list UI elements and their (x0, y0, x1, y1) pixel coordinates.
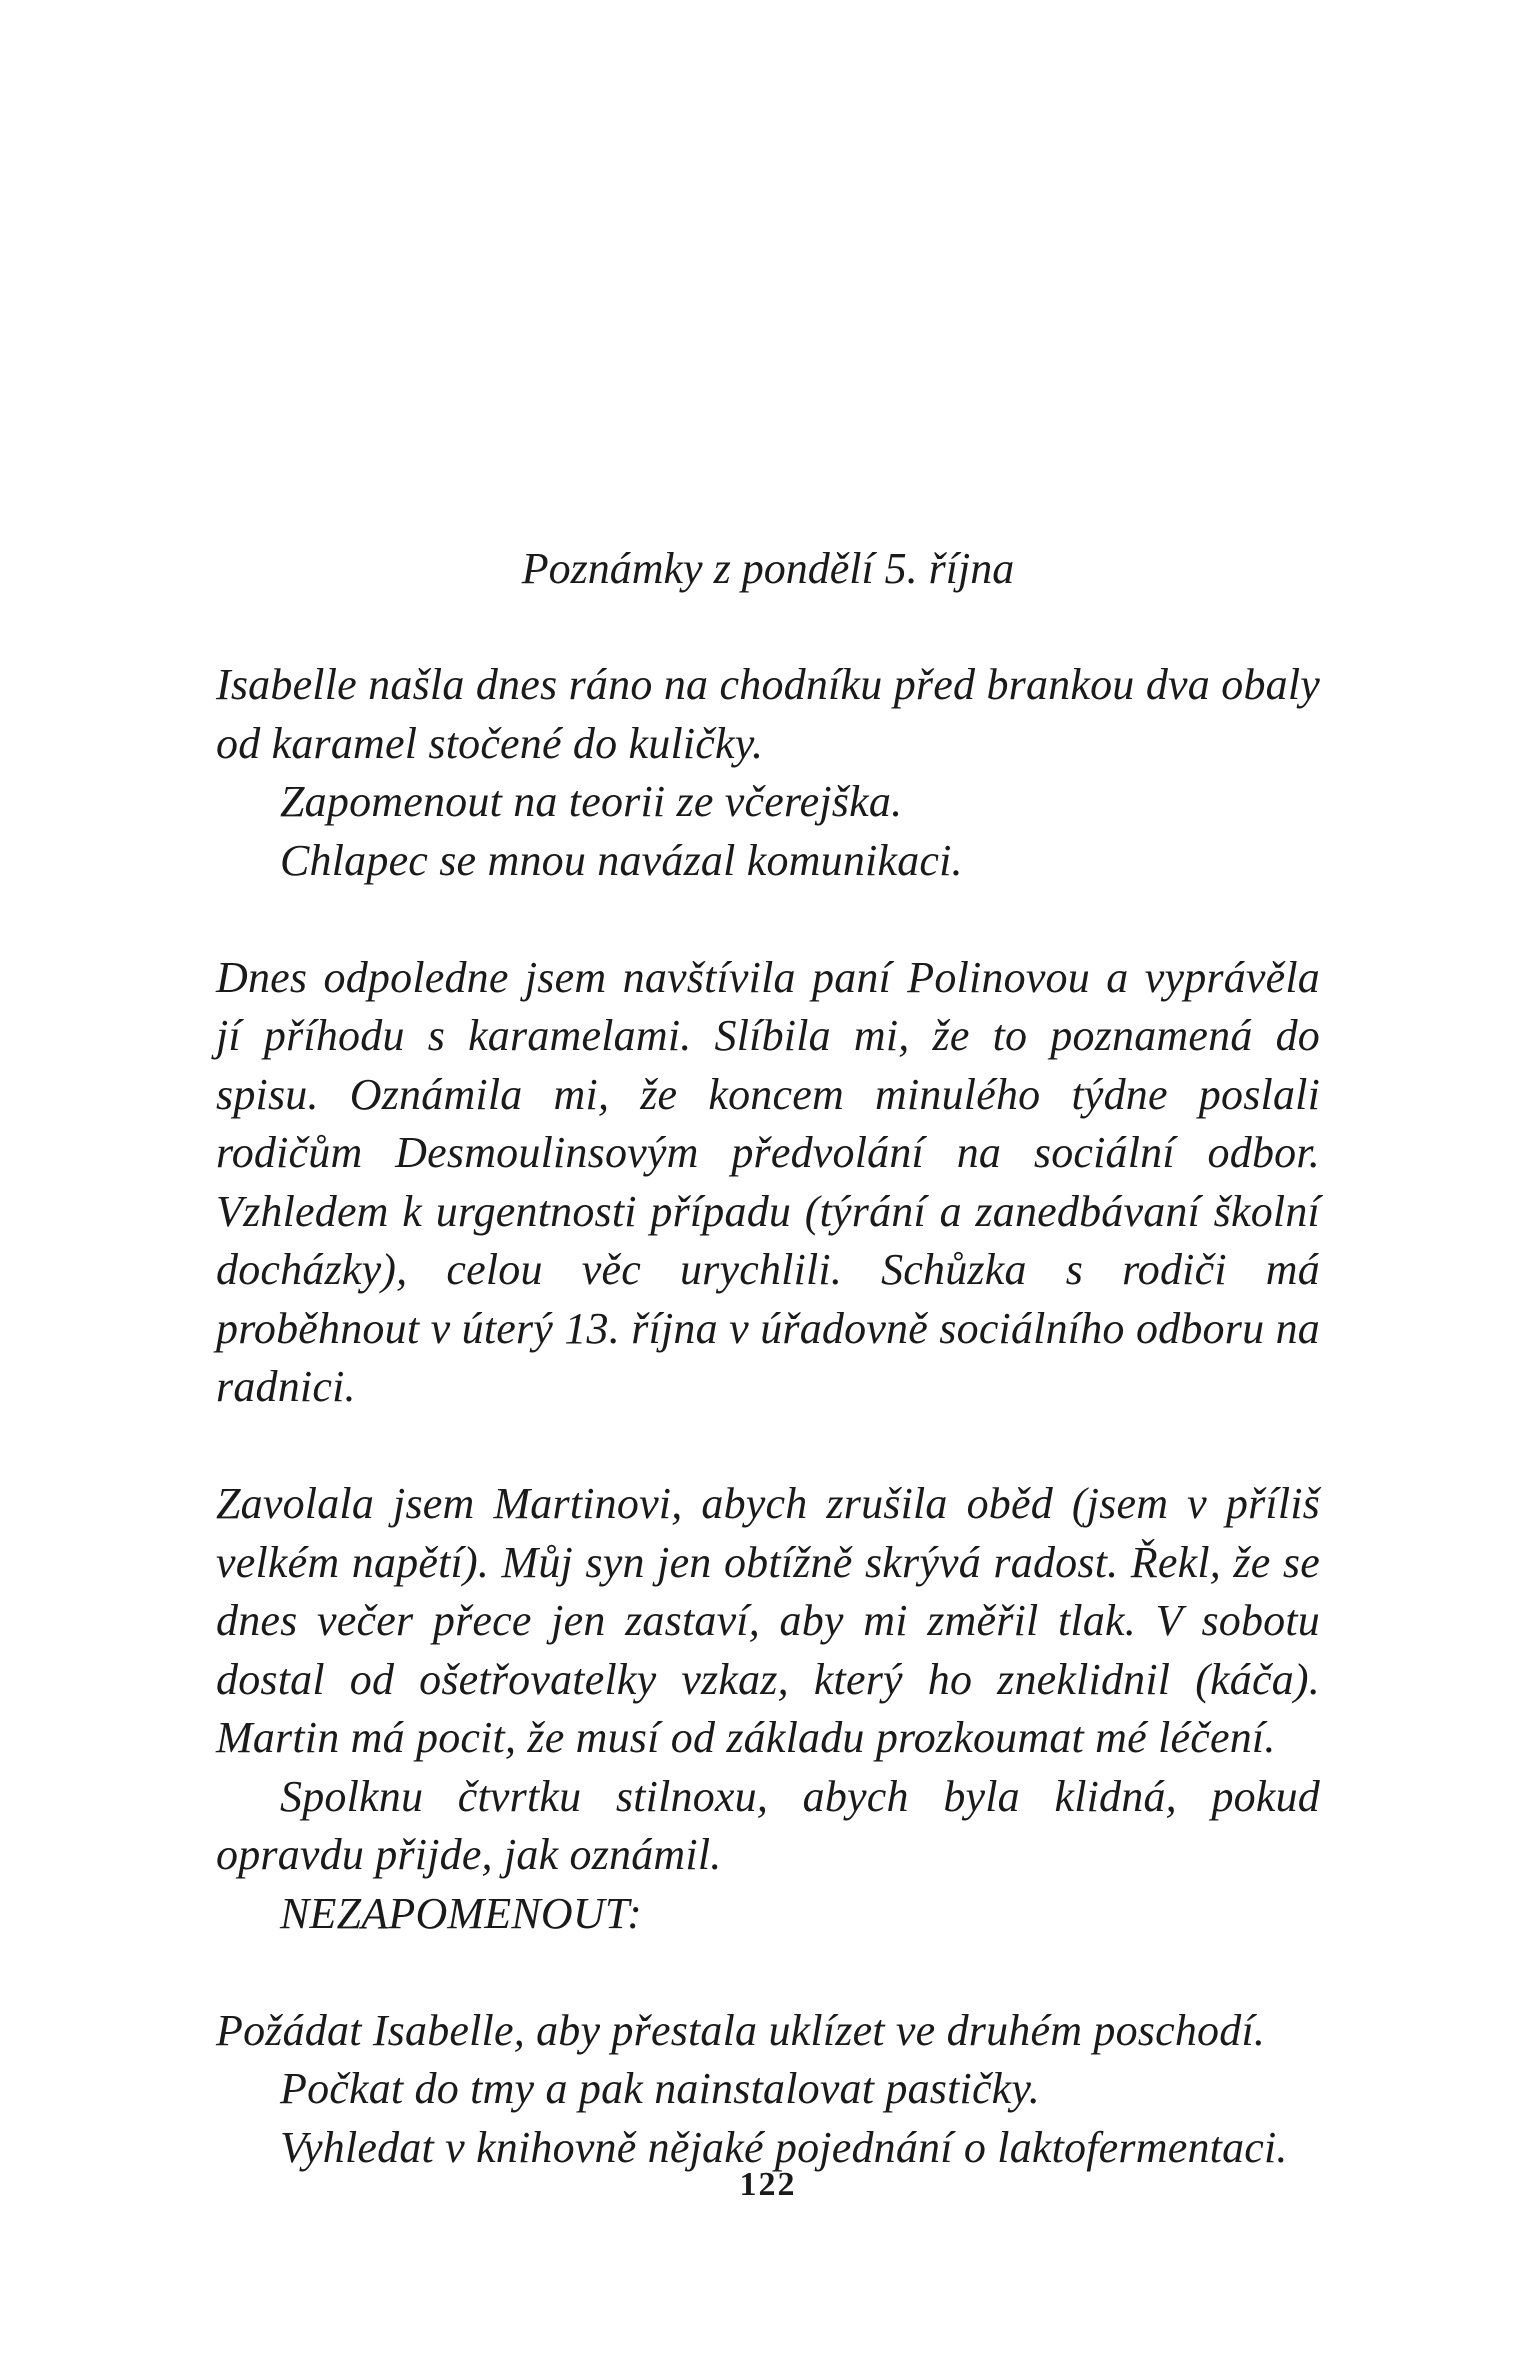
body-text (216, 656, 1320, 2177)
paragraph-forget-theory: Zapomenout na teorii ze včerejška. (280, 777, 903, 826)
paragraph-boy-communication: Chlapec se mnou navázal komunikaci. (280, 835, 963, 885)
page-number: 122 (739, 2166, 797, 2203)
paragraph-caramel-wrappers: Isabelle našla dnes ráno na chodníku před brankou dva obaly od karamel stočené do kuličky. (216, 660, 1320, 768)
paragraph-wait-dark: Počkat do tmy a pak nainstalovat pastičky. (280, 2064, 1040, 2113)
paragraph-martin-call: Zavolala jsem Martinovi, abych zrušila oběd (jsem v příliš velkém napětí). Můj syn jen obtížně skrývá radost. Řekl, že se dnes večer přece jen zastaví, aby mi změřil tlak. V sobotu dostal od ošetřovatelky vzkaz, který ho zneklidnil (káča). Martin má pocit, že musí od základu prozkoumat mé léčení. (216, 1479, 1320, 1762)
paragraph-ask-isabelle: Požádat Isabelle, aby přestala uklízet ve druhém poschodí. (216, 2005, 1266, 2055)
spacer (216, 1943, 1320, 2002)
paragraph-library: Vyhledat v knihovně nějaké pojednání o laktofermentaci. (280, 2122, 1288, 2172)
paragraph-stilnox: Spolknu čtvrtku stilnoxu, abych byla klidná, pokud opravdu přijde, jak oznámil. (216, 1771, 1320, 1879)
paragraph-polinova-visit: Dnes odpoledne jsem navštívila paní Polinovou a vyprávěla jí příhodu s karamelami. Slíbila mi, že to poznamená do spisu. Oznámila mi, že koncem minulého týdne poslali rodičům Desmoulinsovým předvolání na sociální odbor. Vzhledem k urgentnosti případu (týrání a zanedbávaní školní docházky), celou věc urychlili. Schůzka s rodiči má proběhnout v úterý 13. října v úřadovně sociálního odboru na radnici. (216, 952, 1320, 1411)
paragraph-do-not-forget: NEZAPOMENOUT: (280, 1888, 642, 1938)
spacer (216, 1417, 1320, 1476)
spacer (216, 890, 1320, 949)
page-heading: Poznámky z pondělí 5. října (521, 544, 1015, 593)
